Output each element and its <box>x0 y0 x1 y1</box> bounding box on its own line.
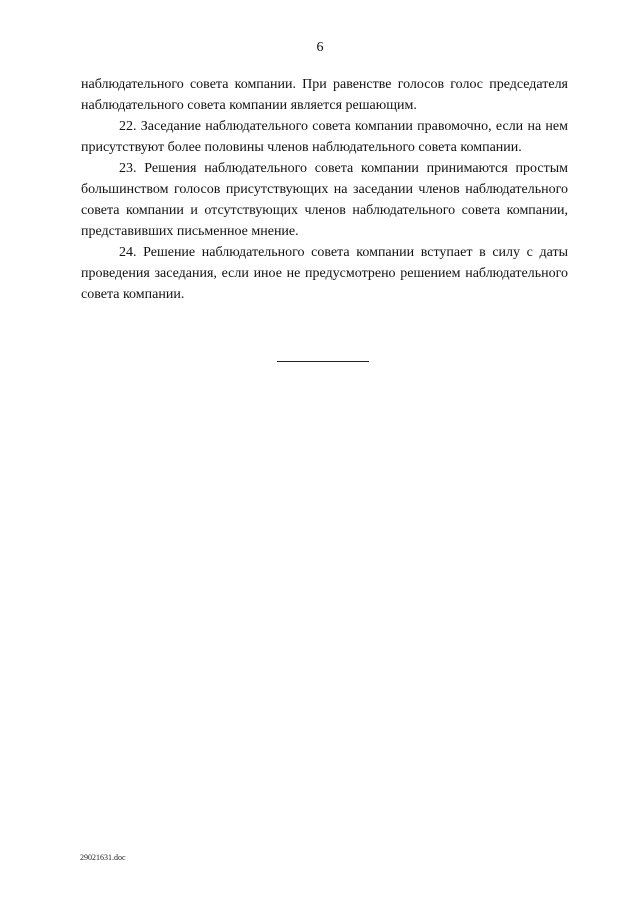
paragraph-continuation: наблюдательного совета компании. При равенстве голосов голос председателя наблюдательного совета компании является решающим. <box>81 77 568 113</box>
clause-22: 22. Заседание наблюдательного совета компании правомочно, если на нем присутствуют более половины членов наблюдательного совета компании. <box>81 119 568 155</box>
clause-23: 23. Решения наблюдательного совета компании принимаются простым большинством голосов присутствующих на заседании членов наблюдательного совета компании и отсутствующих членов наблюдательного совета компании, представивших письменное мнение. <box>81 161 568 239</box>
clause-24: 24. Решение наблюдательного совета компании вступает в силу с даты проведения заседания, если иное не предусмотрено решением наблюдательного совета компании. <box>81 245 568 302</box>
document-body <box>81 74 568 305</box>
page-number: 6 <box>316 40 324 55</box>
footer-file-name: 29021631.doc <box>80 853 126 862</box>
end-of-text-divider <box>277 361 369 362</box>
